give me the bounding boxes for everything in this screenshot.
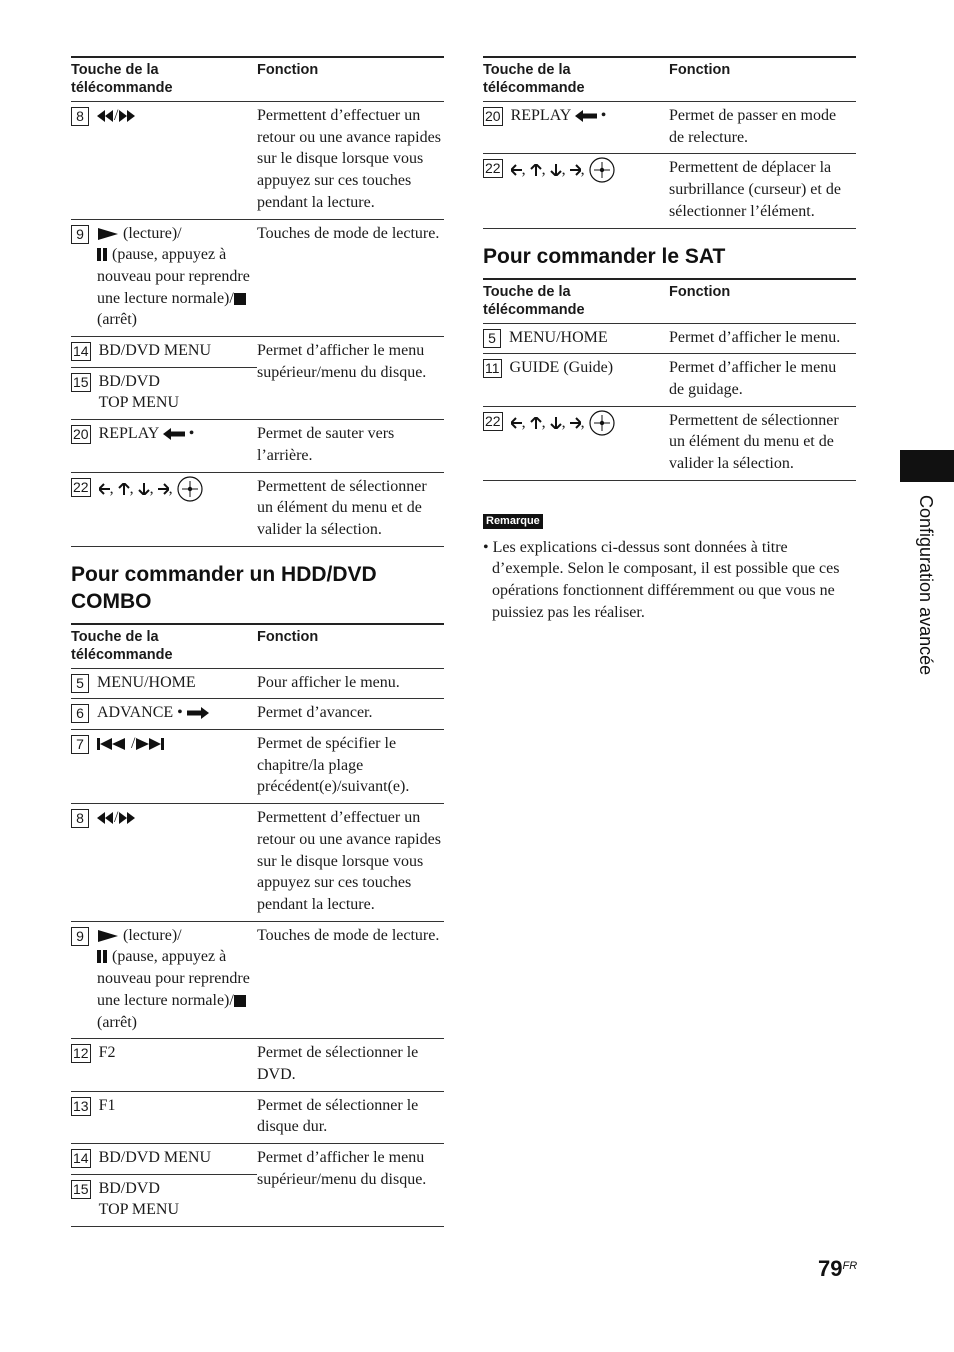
key-label: F2 xyxy=(98,1044,116,1062)
key-label: F1 xyxy=(98,1096,116,1114)
replay-arrow-icon xyxy=(163,428,185,440)
function-text: Touches de mode de lecture. xyxy=(257,921,444,1039)
function-text: Permet d’afficher le menu. xyxy=(669,323,856,354)
table-header xyxy=(483,57,856,102)
key-number: 13 xyxy=(73,1097,89,1114)
table-row xyxy=(71,668,444,699)
table-row xyxy=(483,154,856,228)
key-label: (lecture)/ (pause, appuyez à nouveau pour reprendre une lecture normale)/ (arrêt) xyxy=(97,926,250,1031)
enter-button-icon xyxy=(589,157,615,183)
key-label: BD/DVD MENU xyxy=(98,1149,212,1167)
key-number: 15 xyxy=(73,1180,89,1197)
fast-forward-icon xyxy=(118,812,135,824)
replay-arrow-icon xyxy=(575,110,597,122)
arrow-up-icon xyxy=(530,164,542,176)
header-function: Fonction xyxy=(257,628,319,645)
table-row xyxy=(71,102,444,220)
key-number: 8 xyxy=(71,809,89,828)
key-label: MENU/HOME xyxy=(97,673,196,691)
header-key: Touche de la télécommande xyxy=(483,62,585,96)
table-row xyxy=(71,921,444,1039)
table-row xyxy=(483,102,856,154)
function-text: Permet d’afficher le menu supérieur/menu du disque. xyxy=(257,337,444,420)
key-number: 14 xyxy=(73,1150,89,1167)
function-text: Permet d’afficher le menu de guidage. xyxy=(669,354,856,406)
function-text: Pour afficher le menu. xyxy=(257,668,444,699)
function-text: Permet de spécifier le chapitre/la plage précédent(e)/suivant(e). xyxy=(257,730,444,804)
table-row xyxy=(71,1039,444,1091)
function-text: Permettent d’effectuer un retour ou une avance rapides sur le disque lorsque vous appuyez sur ces touches pendant la lecture. xyxy=(257,102,444,220)
bd-dvd-function-table-continued xyxy=(483,56,856,229)
key-label: BD/DVD TOP MENU xyxy=(98,372,180,412)
arrow-right-icon xyxy=(158,483,169,495)
arrow-up-icon xyxy=(118,483,130,495)
chapter-side-label: Configuration avancée xyxy=(916,495,936,676)
key-label: MENU/HOME xyxy=(509,328,608,346)
header-function: Fonction xyxy=(669,62,731,78)
key-number: 12 xyxy=(73,1045,89,1062)
key-number: 22 xyxy=(485,412,501,429)
section-title-hdd-dvd-combo: Pour commander un HDD/DVD COMBO xyxy=(71,562,377,613)
key-number: 14 xyxy=(73,343,89,360)
table-row xyxy=(71,420,444,472)
arrow-right-icon xyxy=(570,164,581,176)
play-icon xyxy=(97,228,119,240)
enter-button-icon xyxy=(177,476,203,502)
stop-icon xyxy=(234,995,246,1007)
bd-dvd-function-table xyxy=(71,56,444,547)
remark-block xyxy=(483,511,856,624)
function-text: Permet d’avancer. xyxy=(257,699,444,730)
arrow-left-icon xyxy=(99,483,110,495)
table-row xyxy=(71,804,444,922)
header-function: Fonction xyxy=(257,62,319,78)
key-label: , , , , xyxy=(511,157,663,183)
page-number: $79^{FR}$ xyxy=(818,1256,858,1281)
hdd-dvd-function-table xyxy=(71,623,444,1227)
remark-text: • Les explications ci-dessus sont données à titre d’exemple. Selon le composant, il est possible que ces opérations fonctionnent différemment ou que vous ne puissiez pas les réaliser. xyxy=(483,538,840,621)
enter-button-icon xyxy=(589,410,615,436)
function-text: Permettent de sélectionner un élément du menu et de valider la sélection. xyxy=(669,406,856,480)
key-number: 15 xyxy=(73,373,89,390)
rewind-icon xyxy=(97,110,114,122)
arrow-down-icon xyxy=(550,164,562,176)
right-column xyxy=(483,56,856,624)
key-label: ADVANCE • xyxy=(97,702,251,724)
fast-forward-icon xyxy=(118,110,135,122)
function-text: Permet de sauter vers l’arrière. xyxy=(257,420,444,472)
arrow-up-icon xyxy=(530,417,542,429)
key-number: 6 xyxy=(71,704,89,723)
key-number: 22 xyxy=(73,478,89,495)
key-number: 9 xyxy=(71,225,89,244)
section-title-sat: Pour commander le SAT xyxy=(483,244,726,268)
table-row xyxy=(483,406,856,480)
key-number: 9 xyxy=(71,927,89,946)
key-number: 5 xyxy=(71,674,89,693)
chapter-tab-marker xyxy=(900,450,954,482)
rewind-icon xyxy=(97,812,114,824)
key-number: 11 xyxy=(485,360,500,377)
table-row xyxy=(71,699,444,730)
function-text: Permet de passer en mode de relecture. xyxy=(669,102,856,154)
function-text: Permettent d’effectuer un retour ou une avance rapides sur le disque lorsque vous appuyez sur ces touches pendant la lecture. xyxy=(257,804,444,922)
function-text: Permet de sélectionner le disque dur. xyxy=(257,1091,444,1143)
sat-function-table xyxy=(483,278,856,481)
arrow-down-icon xyxy=(550,417,562,429)
advance-arrow-icon xyxy=(187,707,209,719)
table-row xyxy=(71,1091,444,1143)
remark-badge: Remarque xyxy=(483,514,543,529)
arrow-left-icon xyxy=(511,164,522,176)
key-number: 8 xyxy=(71,107,89,126)
key-label: / xyxy=(97,807,251,829)
key-label: , , , , xyxy=(99,476,251,502)
function-text: Permettent de sélectionner un élément du menu et de valider la sélection. xyxy=(257,472,444,546)
key-label: (lecture)/ (pause, appuyez à nouveau pour reprendre une lecture normale)/ (arrêt) xyxy=(97,224,250,329)
pause-icon xyxy=(97,950,108,963)
table-header xyxy=(71,624,444,669)
table-row xyxy=(71,730,444,804)
pause-icon xyxy=(97,248,108,261)
left-column xyxy=(71,56,444,1227)
arrow-left-icon xyxy=(511,417,522,429)
key-label: REPLAY • xyxy=(98,425,195,443)
function-text: Permet de sélectionner le DVD. xyxy=(257,1039,444,1091)
table-header xyxy=(483,279,856,324)
key-label: / xyxy=(97,105,251,127)
header-key: Touche de la télécommande xyxy=(483,283,585,318)
key-number: 5 xyxy=(483,329,501,348)
header-function: Fonction xyxy=(669,283,731,300)
arrow-down-icon xyxy=(138,483,150,495)
stop-icon xyxy=(234,293,246,305)
table-row xyxy=(71,472,444,546)
key-label: GUIDE (Guide) xyxy=(509,359,614,377)
previous-icon xyxy=(97,738,127,750)
header-key: Touche de la télécommande xyxy=(71,62,173,96)
arrow-right-icon xyxy=(570,417,581,429)
key-label: BD/DVD MENU xyxy=(98,342,212,360)
table-row xyxy=(483,323,856,354)
next-icon xyxy=(135,738,165,750)
table-row xyxy=(483,354,856,406)
function-text: Permet d’afficher le menu supérieur/menu du disque. xyxy=(257,1144,444,1227)
table-row xyxy=(71,219,444,337)
key-label: , , , , xyxy=(511,410,663,436)
key-number: 7 xyxy=(71,735,89,754)
key-number: 20 xyxy=(73,426,89,443)
table-row xyxy=(71,337,444,420)
function-text: Touches de mode de lecture. xyxy=(257,219,444,337)
table-row xyxy=(71,1144,444,1227)
key-label: REPLAY • xyxy=(510,107,607,124)
key-number: 22 xyxy=(485,160,501,177)
table-header xyxy=(71,57,444,102)
header-key: Touche de la télécommande xyxy=(71,628,173,663)
key-label: BD/DVD TOP MENU xyxy=(98,1179,180,1219)
key-label: / xyxy=(97,733,251,755)
function-text: Permettent de déplacer la surbrillance (curseur) et de sélectionner l’élément. xyxy=(669,154,856,228)
play-icon xyxy=(97,930,119,942)
key-number: 20 xyxy=(485,108,501,124)
